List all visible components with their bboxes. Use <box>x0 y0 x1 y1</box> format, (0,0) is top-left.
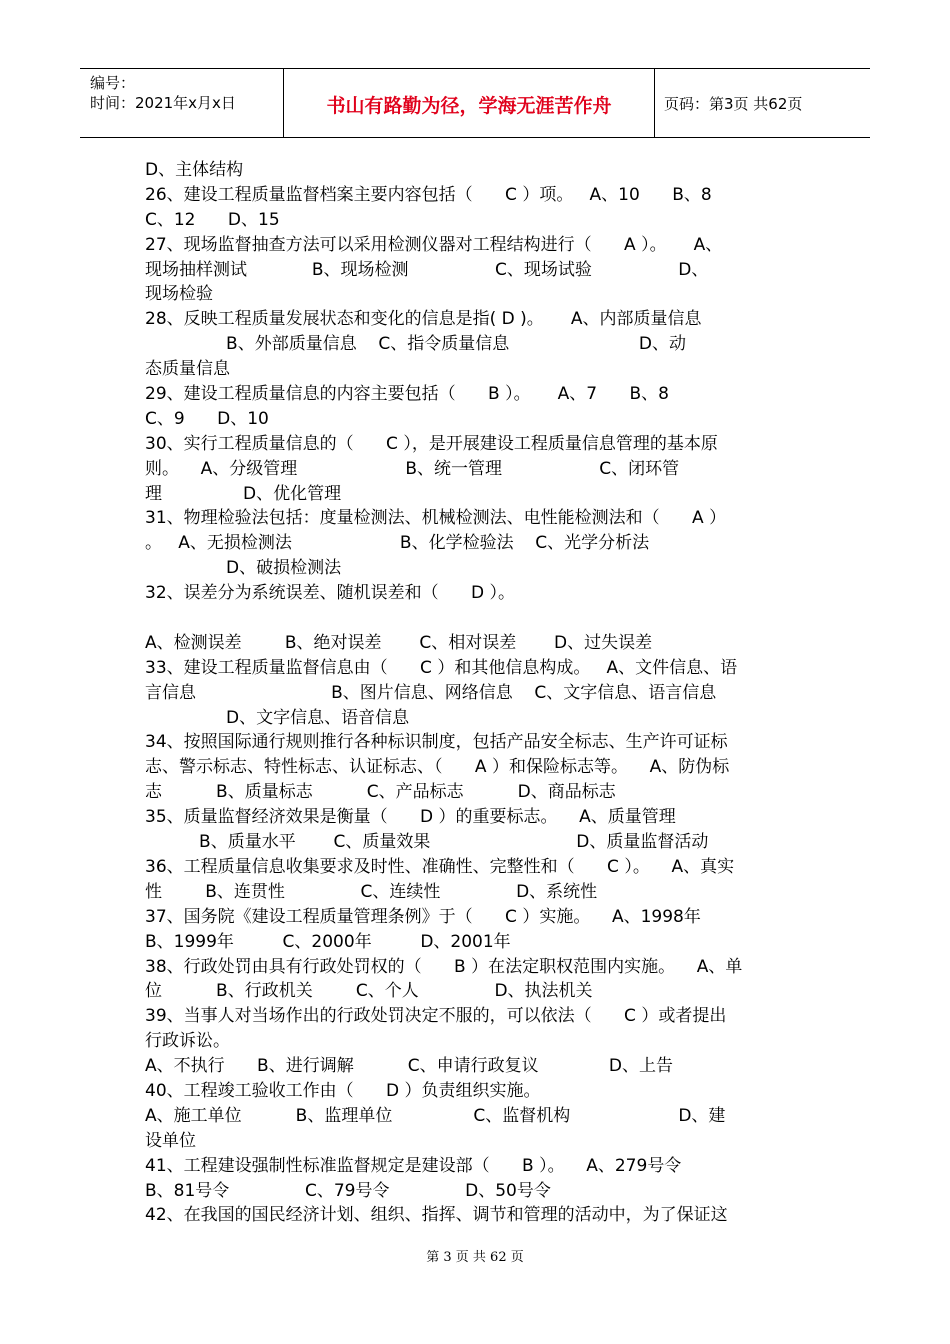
text-line: B、81号令 C、79号令 D、50号令 <box>145 1180 551 1201</box>
header-motto: 书山有路勤为径，学海无涯苦作舟 <box>326 95 612 117</box>
text-line: 言信息 B、图片信息、网络信息 C、文字信息、语言信息 <box>145 682 717 703</box>
text-line: 38、行政处罚由具有行政处罚权的（ B ）在法定职权范围内实施。 A、单 <box>145 956 743 977</box>
text-line: 。 A、无损检测法 B、化学检验法 C、光学分析法 <box>145 533 650 554</box>
text-line: 41、工程建设强制性标准监督规定是建设部（ B ）。 A、279号令 <box>145 1155 682 1176</box>
text-line: 39、当事人对当场作出的行政处罚决定不服的，可以依法（ C ）或者提出 <box>145 1006 727 1027</box>
text-line: 则。 A、分级管理 B、统一管理 C、闭环管 <box>145 458 680 479</box>
text-line: B、1999年 C、2000年 D、2001年 <box>145 931 511 952</box>
text-line: 行政诉讼。 <box>145 1031 230 1052</box>
text-line: B、质量水平 C、质量效果 D、质量监督活动 <box>145 832 709 853</box>
text-line: 37、国务院《建设工程质量管理条例》于（ C ）实施。 A、1998年 <box>145 906 701 927</box>
page-header <box>80 68 870 138</box>
header-page-cell <box>654 69 870 137</box>
text-line <box>145 606 815 631</box>
header-info-cell <box>80 69 283 137</box>
text-line: 36、工程质量信息收集要求及时性、准确性、完整性和（ C ）。 A、真实 <box>145 856 735 877</box>
text-line: 32、误差分为系统误差、随机误差和（ D ）。 <box>145 583 516 604</box>
text-line: A、施工单位 B、监理单位 C、监督机构 D、建 <box>145 1105 726 1126</box>
text-line: D、破损检测法 <box>145 558 342 579</box>
text-line: 42、在我国的国民经济计划、组织、指挥、调节和管理的活动中，为了保证这 <box>145 1205 728 1226</box>
text-line: 34、按照国际通行规则推行各种标识制度，包括产品安全标志、生产许可证标 <box>145 732 728 753</box>
document-body <box>145 158 815 1228</box>
text-line: 29、建设工程质量信息的内容主要包括（ B ）。 A、7 B、8 <box>145 384 669 405</box>
text-line: 28、反映工程质量发展状态和变化的信息是指( D )。 A、内部质量信息 <box>145 309 702 330</box>
header-motto-cell <box>283 69 655 137</box>
text-line: 志、警示标志、特性标志、认证标志、（ A ）和保险标志等。 A、防伪标 <box>145 757 730 778</box>
text-line: C、9 D、10 <box>145 408 269 429</box>
text-line: 35、质量监督经济效果是衡量（ D ）的重要标志。 A、质量管理 <box>145 807 676 828</box>
text-line: 40、工程竣工验收工作由（ D ）负责组织实施。 <box>145 1080 541 1101</box>
text-line: D、文字信息、语音信息 <box>145 707 410 728</box>
text-line: A、不执行 B、进行调解 C、申请行政复议 D、上告 <box>145 1056 673 1077</box>
text-line: 30、实行工程质量信息的（ C ），是开展建设工程质量信息管理的基本原 <box>145 433 718 454</box>
text-line: 性 B、连贯性 C、连续性 D、系统性 <box>145 881 598 902</box>
text-line: 26、建设工程质量监督档案主要内容包括（ C ）项。 A、10 B、8 <box>145 184 712 205</box>
text-line: 设单位 <box>145 1130 196 1151</box>
text-line: A、检测误差 B、绝对误差 C、相对误差 D、过失误差 <box>145 632 653 653</box>
document-time-label: 时间：2021年x月x日 <box>90 94 236 112</box>
text-line: 33、建设工程质量监督信息由（ C ）和其他信息构成。 A、文件信息、语 <box>145 657 738 678</box>
header-page-number: 页码：第3页 共62页 <box>664 95 803 113</box>
text-line: 31、物理检验法包括：度量检测法、机械检测法、电性能检测法和（ A ） <box>145 508 727 529</box>
page-footer: 第 3 页 共 62 页 <box>426 1250 524 1265</box>
text-line: 现场抽样测试 B、现场检测 C、现场试验 D、 <box>145 259 709 280</box>
text-line: 27、现场监督抽查方法可以采用检测仪器对工程结构进行（ A ）。 A、 <box>145 234 723 255</box>
text-line: 位 B、行政机关 C、个人 D、执法机关 <box>145 981 593 1002</box>
text-line: 志 B、质量标志 C、产品标志 D、商品标志 <box>145 782 616 803</box>
text-line: C、12 D、15 <box>145 209 280 230</box>
text-line: 态质量信息 <box>145 359 230 380</box>
text-line: 理 D、优化管理 <box>145 483 342 504</box>
text-line: 现场检验 <box>145 284 213 305</box>
text-line: D、主体结构 <box>145 160 244 180</box>
text-line: B、外部质量信息 C、指令质量信息 D、动 <box>145 334 686 355</box>
document-number-label: 编号： <box>90 74 136 92</box>
